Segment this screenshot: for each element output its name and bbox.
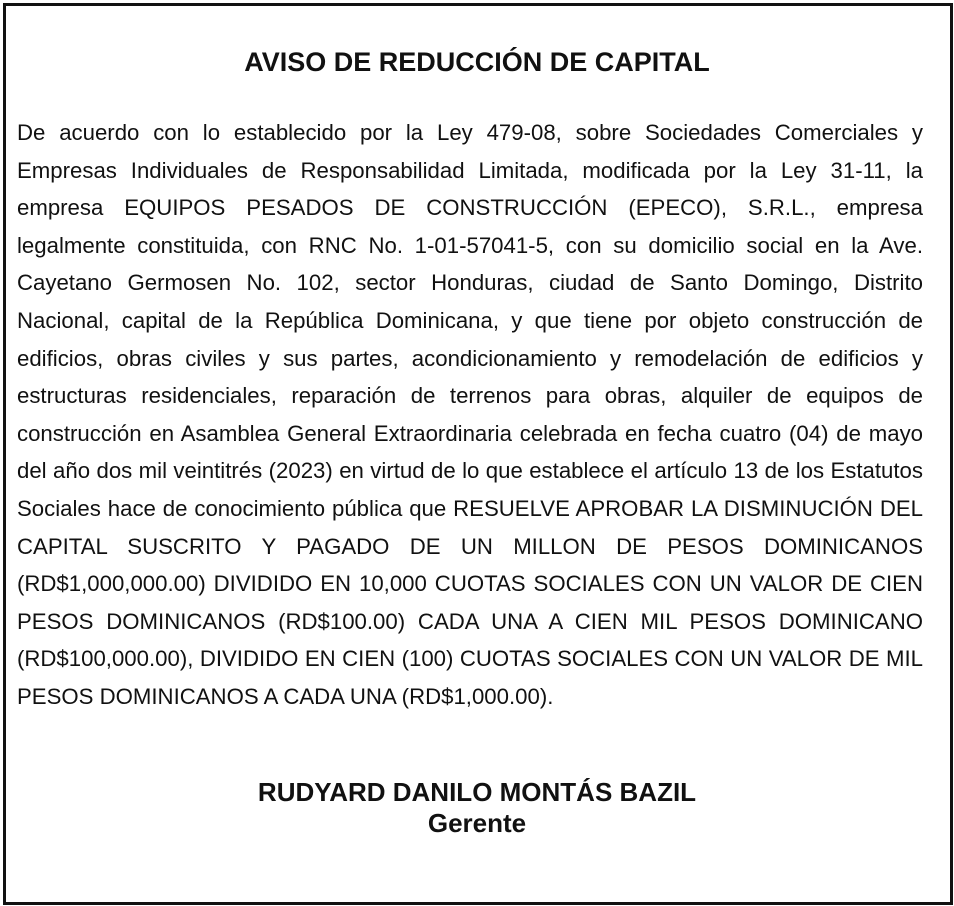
notice-body-text: De acuerdo con lo establecido por la Ley 479-08, sobre Sociedades Comerciales y Empresas Individuales de Responsabilidad Limitada, modificada por la Ley 31-11, la empresa EQUIPOS PESADOS DE CONSTRUCCIÓN (EPECO), S.R.L., empresa legalmente constituida, con RNC No. 1-01-57041-5, con su domicilio social en la Ave. Cayetano Germosen No. 102, sector Honduras, ciudad de Santo Domingo, Distrito Nacional, capital de la República Dominicana, y que tiene por objeto construcción de edificios, obras civiles y sus partes, acondicionamiento y remodelación de edificios y estructuras residenciales, reparación de terrenos para obras, alquiler de equipos de construcción en Asamblea General Extraordinaria celebrada en fecha cuatro (04) de mayo del año dos mil veintitrés (2023) en virtud de lo que establece el artículo 13 de los Estatutos Sociales hace de conocimiento pública que RESUELVE APROBAR LA DISMINUCIÓN DEL CAPITAL SUSCRITO Y PAGADO DE UN MILLON DE PESOS DOMINICANOS (RD$1,000,000.00) DIVIDIDO EN 10,000 CUOTAS SOCIALES CON UN VALOR DE CIEN PESOS DOMINICANOS (RD$100.00) CADA UNA A CIEN MIL PESOS DOMINICANO (RD$100,000.00), DIVIDIDO EN CIEN (100) CUOTAS SOCIALES CON UN VALOR DE MIL PESOS DOMINICANOS A CADA UNA (RD$1,000.00). xyxy=(17,120,923,709)
signatory-name: RUDYARD DANILO MONTÁS BAZIL xyxy=(257,777,697,807)
notice-title: AVISO DE REDUCCIÓN DE CAPITAL xyxy=(244,47,710,77)
signatory-role: Gerente xyxy=(427,808,527,838)
